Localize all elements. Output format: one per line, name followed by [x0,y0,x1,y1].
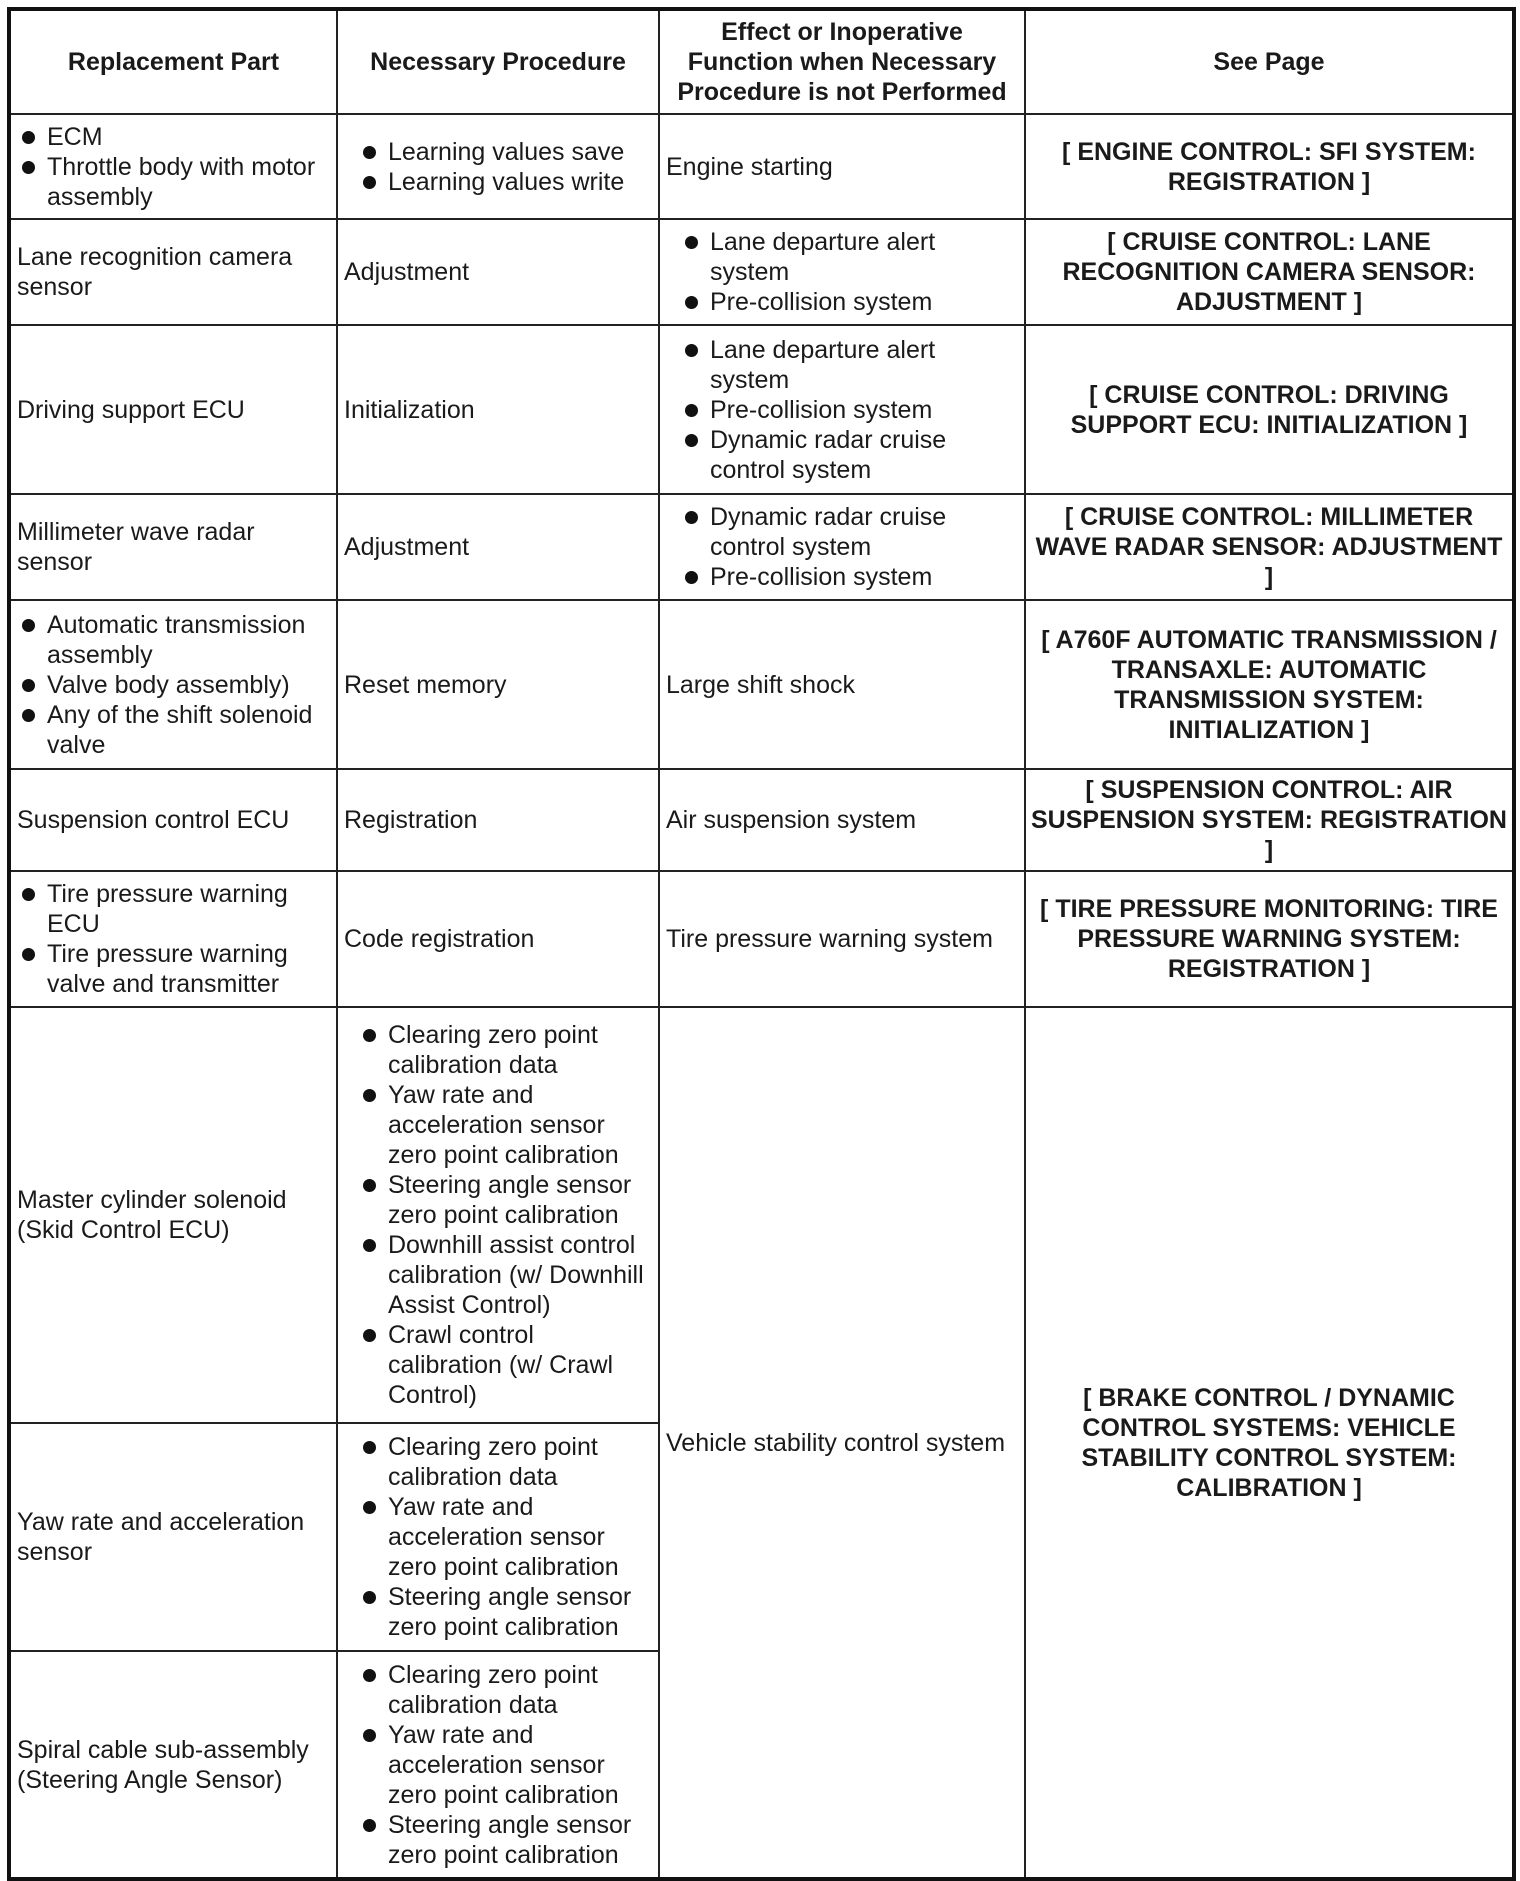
list-item: Pre-collision system [680,395,1018,425]
list-item: Tire pressure warning ECU [17,879,330,939]
header-replacement-part: Replacement Part [9,9,337,114]
table-row [9,494,1514,600]
effect-cell: Tire pressure warning system [659,871,1025,1007]
header-effect-line2: Function when Necessary [687,48,997,76]
replacement-part-cell: Millimeter wave radar sensor [9,494,337,600]
effect-cell: Vehicle stability control system [659,1007,1025,1879]
procedure-cell [337,1651,659,1879]
list-item: Pre-collision system [680,287,1018,317]
list-item: Lane departure alert system [680,227,1018,287]
see-page-cell: [ CRUISE CONTROL: LANE RECOGNITION CAMERA SENSOR: ADJUSTMENT ] [1025,219,1514,325]
effect-cell [659,494,1025,600]
effect-cell: Air suspension system [659,769,1025,871]
replacement-part-cell [9,600,337,769]
list-item: Dynamic radar cruise control system [680,502,1018,562]
list-item: Valve body assembly) [17,670,330,700]
header-effect-line1: Effect or Inoperative [721,18,963,46]
list-item: Lane departure alert system [680,335,1018,395]
effect-cell [659,325,1025,494]
header-necessary-procedure: Necessary Procedure [337,9,659,114]
see-page-cell: [ CRUISE CONTROL: DRIVING SUPPORT ECU: INITIALIZATION ] [1025,325,1514,494]
list-item: Yaw rate and acceleration sensor zero point calibration [358,1080,652,1170]
table-row [9,769,1514,871]
procedure-cell [337,1007,659,1423]
list-item: Downhill assist control calibration (w/ Downhill Assist Control) [358,1230,652,1320]
list-item: Yaw rate and acceleration sensor zero point calibration [358,1720,652,1810]
list-item: Tire pressure warning valve and transmitter [17,939,330,999]
replacement-part-cell: Yaw rate and acceleration sensor [9,1423,337,1651]
list-item: Steering angle sensor zero point calibration [358,1582,652,1642]
header-see-page: See Page [1025,9,1514,114]
see-page-cell: [ SUSPENSION CONTROL: AIR SUSPENSION SYSTEM: REGISTRATION ] [1025,769,1514,871]
list-item: Throttle body with motor assembly [17,152,330,212]
procedure-cell: Adjustment [337,219,659,325]
effect-cell [659,219,1025,325]
effect-cell: Large shift shock [659,600,1025,769]
list-item: Learning values write [358,167,652,197]
effect-cell: Engine starting [659,114,1025,219]
procedure-cell: Adjustment [337,494,659,600]
table-row [9,219,1514,325]
list-item: Pre-collision system [680,562,1018,592]
see-page-cell: [ ENGINE CONTROL: SFI SYSTEM: REGISTRATION ] [1025,114,1514,219]
replacement-part-cell [9,871,337,1007]
procedure-cell [337,114,659,219]
procedure-cell: Initialization [337,325,659,494]
procedure-cell: Reset memory [337,600,659,769]
list-item: Automatic transmission assembly [17,610,330,670]
list-item: Clearing zero point calibration data [358,1660,652,1720]
replacement-part-cell [9,114,337,219]
table-row [9,325,1514,494]
procedure-cell: Registration [337,769,659,871]
procedure-cell [337,1423,659,1651]
replacement-part-cell: Suspension control ECU [9,769,337,871]
header-effect-line3: Procedure is not Performed [677,78,1007,106]
replacement-part-cell: Spiral cable sub-assembly (Steering Angle Sensor) [9,1651,337,1879]
see-page-cell: [ CRUISE CONTROL: MILLIMETER WAVE RADAR SENSOR: ADJUSTMENT ] [1025,494,1514,600]
replacement-part-cell: Lane recognition camera sensor [9,219,337,325]
list-item: Steering angle sensor zero point calibration [358,1170,652,1230]
header-effect [659,9,1025,114]
see-page-cell: [ BRAKE CONTROL / DYNAMIC CONTROL SYSTEMS: VEHICLE STABILITY CONTROL SYSTEM: CALIBRATION ] [1025,1007,1514,1879]
list-item: Clearing zero point calibration data [358,1432,652,1492]
list-item: Any of the shift solenoid valve [17,700,330,760]
table-row [9,871,1514,1007]
replacement-part-cell: Driving support ECU [9,325,337,494]
table-row [9,1007,1514,1423]
list-item: ECM [17,122,330,152]
table-row [9,600,1514,769]
replacement-procedure-table-container [7,7,1516,1881]
procedure-cell: Code registration [337,871,659,1007]
see-page-cell: [ A760F AUTOMATIC TRANSMISSION / TRANSAXLE: AUTOMATIC TRANSMISSION SYSTEM: INITIALIZATION ] [1025,600,1514,769]
replacement-procedure-table [7,7,1516,1881]
list-item: Steering angle sensor zero point calibration [358,1810,652,1870]
list-item: Clearing zero point calibration data [358,1020,652,1080]
list-item: Yaw rate and acceleration sensor zero point calibration [358,1492,652,1582]
list-item: Crawl control calibration (w/ Crawl Control) [358,1320,652,1410]
header-row [9,9,1514,114]
list-item: Dynamic radar cruise control system [680,425,1018,485]
see-page-cell: [ TIRE PRESSURE MONITORING: TIRE PRESSURE WARNING SYSTEM: REGISTRATION ] [1025,871,1514,1007]
list-item: Learning values save [358,137,652,167]
replacement-part-cell: Master cylinder solenoid (Skid Control ECU) [9,1007,337,1423]
table-row [9,114,1514,219]
